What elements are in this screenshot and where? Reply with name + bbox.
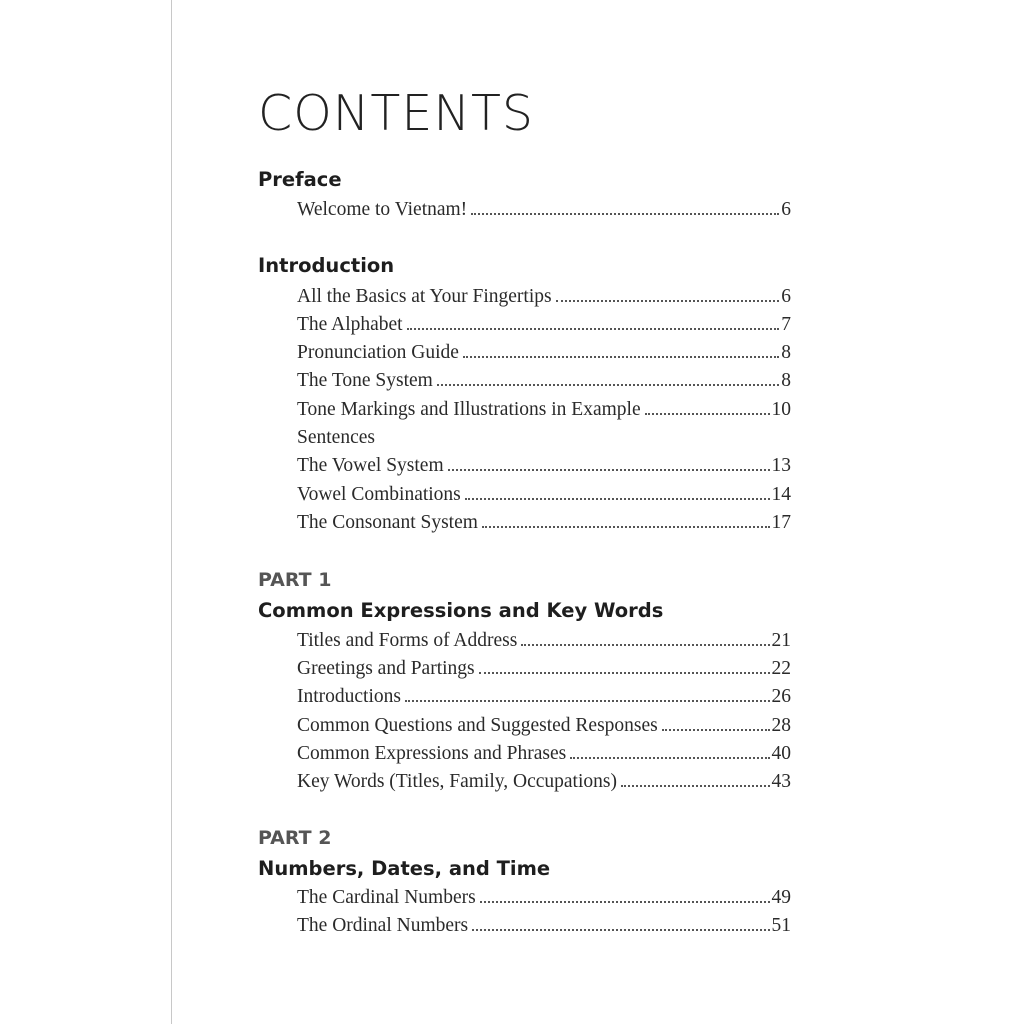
toc-entry[interactable]	[297, 452, 791, 480]
toc-entry[interactable]	[297, 311, 791, 339]
dot-leader	[662, 729, 770, 731]
dot-leader	[570, 757, 769, 759]
toc-entry-title: The Tone System	[297, 370, 433, 391]
section-heading-part-1: Common Expressions and Key Words	[258, 599, 664, 622]
toc-entry-page: 10	[771, 399, 791, 420]
dot-leader	[645, 413, 770, 415]
toc-entry[interactable]	[297, 912, 791, 940]
toc-entry[interactable]	[297, 768, 791, 796]
toc-entry[interactable]	[297, 627, 791, 655]
page-gutter-line	[171, 0, 172, 1024]
toc-entry-page: 14	[771, 484, 791, 505]
dot-leader	[405, 700, 770, 702]
toc-entry-page: 21	[771, 630, 791, 651]
toc-entry[interactable]	[297, 396, 791, 424]
toc-entry-title: Vowel Combinations	[297, 484, 461, 505]
toc-entry-title: The Vowel System	[297, 455, 444, 476]
toc-entry-title: The Ordinal Numbers	[297, 915, 469, 936]
toc-entry-page: 6	[781, 286, 791, 307]
page-title: CONTENTS	[258, 85, 535, 142]
toc-entry-page: 43	[771, 771, 791, 792]
part-label: PART 2	[258, 827, 332, 849]
toc-entry-page: 13	[771, 455, 791, 476]
toc-entry[interactable]	[297, 683, 791, 711]
section-heading-part-2: Numbers, Dates, and Time	[258, 857, 551, 880]
toc-entry-page: 8	[781, 370, 791, 391]
toc-entry-title: Pronunciation Guide	[297, 342, 459, 363]
dot-leader	[480, 901, 770, 903]
toc-entry-title: Titles and Forms of Address	[297, 630, 518, 651]
toc-entry[interactable]	[297, 509, 791, 537]
toc-entry-page: 49	[771, 887, 791, 908]
toc-entry-page: 40	[771, 743, 791, 764]
toc-entry-page: 26	[771, 686, 791, 707]
toc-entry-title: The Alphabet	[297, 314, 403, 335]
toc-entry[interactable]	[297, 740, 791, 768]
dot-leader	[407, 328, 780, 330]
dot-leader	[472, 929, 769, 931]
toc-entry[interactable]	[297, 283, 791, 311]
toc-entry-title: The Cardinal Numbers	[297, 887, 476, 908]
dot-leader	[556, 300, 780, 302]
dot-leader	[437, 384, 779, 386]
section-heading-preface: Preface	[258, 168, 342, 191]
dot-leader	[521, 644, 769, 646]
toc-entry-title: The Consonant System	[297, 512, 478, 533]
toc-entry[interactable]	[297, 339, 791, 367]
part-label: PART 1	[258, 569, 332, 591]
toc-entry[interactable]	[297, 712, 791, 740]
toc-entry-title: Welcome to Vietnam!	[297, 199, 468, 220]
dot-leader	[448, 469, 770, 471]
toc-entry[interactable]	[297, 481, 791, 509]
toc-entry[interactable]	[297, 196, 791, 224]
dot-leader	[471, 213, 779, 215]
dot-leader	[463, 356, 779, 358]
toc-entry-page: 6	[781, 199, 791, 220]
toc-entry-page: 28	[771, 715, 791, 736]
toc-entry-title: Tone Markings and Illustrations in Example	[297, 399, 641, 420]
section-heading-introduction: Introduction	[258, 254, 395, 277]
dot-leader	[479, 672, 770, 674]
dot-leader	[621, 785, 770, 787]
dot-leader	[465, 498, 770, 500]
toc-entry-page: 8	[781, 342, 791, 363]
toc-entry-title: Key Words (Titles, Family, Occupations)	[297, 771, 617, 792]
toc-entry[interactable]	[297, 655, 791, 683]
toc-entry-title: Common Expressions and Phrases	[297, 743, 567, 764]
toc-entry-title: Introductions	[297, 686, 401, 707]
toc-entry[interactable]	[297, 367, 791, 395]
toc-entry-title: Greetings and Partings	[297, 658, 475, 679]
toc-entry-title: All the Basics at Your Fingertips	[297, 286, 552, 307]
toc-entry-page: 7	[781, 314, 791, 335]
toc-entry-continuation: Sentences	[297, 427, 375, 448]
toc-entry[interactable]	[297, 884, 791, 912]
toc-entry-title: Common Questions and Suggested Responses	[297, 715, 658, 736]
toc-entry-page: 51	[771, 915, 791, 936]
toc-entry-page: 17	[771, 512, 791, 533]
toc-entry-page: 22	[771, 658, 791, 679]
dot-leader	[482, 526, 770, 528]
